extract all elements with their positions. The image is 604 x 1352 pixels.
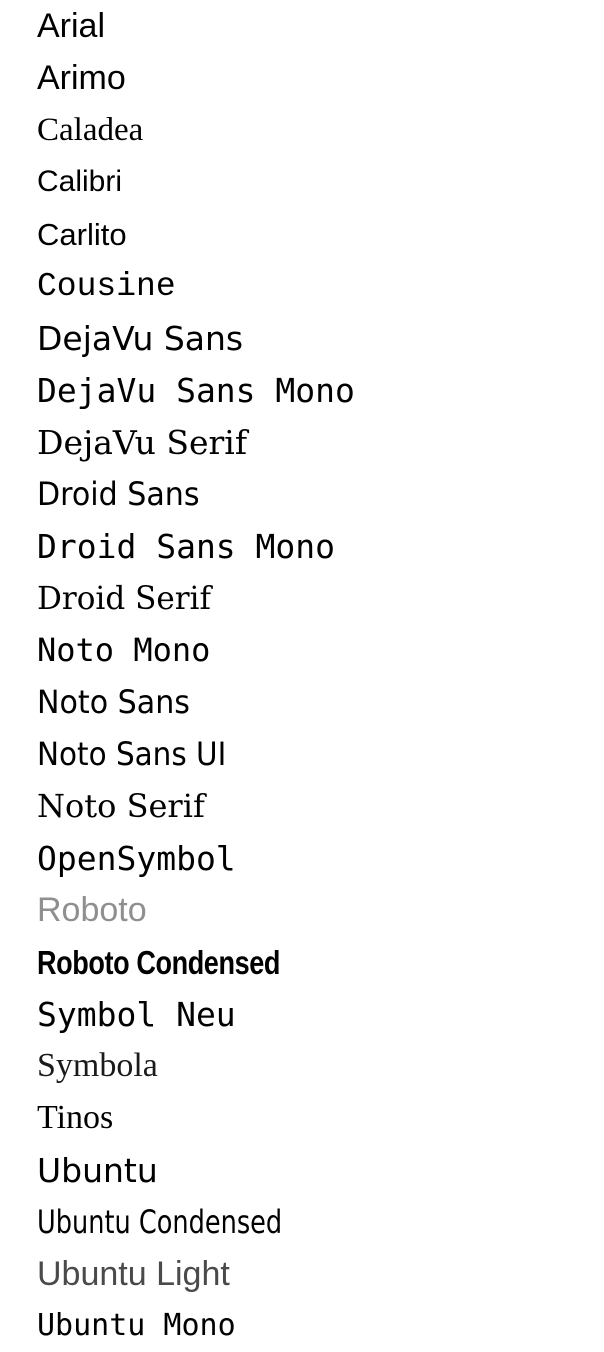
- font-name-ubuntu-condensed: Ubuntu Condensed: [37, 1203, 283, 1241]
- font-name-droid-sans: Droid Sans: [37, 475, 200, 513]
- font-name-symbola: Symbola: [37, 1047, 158, 1084]
- font-name-ubuntu: Ubuntu: [37, 1150, 158, 1190]
- font-name-roboto-condensed: Roboto Condensed: [37, 943, 280, 981]
- font-list-row: [0, 624, 604, 676]
- font-list-row: [0, 572, 604, 624]
- font-name-symbol-neu: Symbol Neu: [37, 994, 236, 1034]
- font-name-ubuntu-mono: Ubuntu Mono: [37, 1308, 236, 1343]
- font-list-row: [0, 416, 604, 468]
- font-name-noto-sans: Noto Sans: [37, 683, 190, 721]
- font-list-row: [0, 52, 604, 104]
- font-name-noto-serif: Noto Serif: [37, 787, 205, 825]
- font-list-row: [0, 1144, 604, 1196]
- font-list-row: [0, 468, 604, 520]
- font-name-dejavu-serif: DejaVu Serif: [37, 422, 248, 462]
- font-name-droid-serif: Droid Serif: [37, 579, 211, 617]
- font-name-opensymbol: OpenSymbol: [37, 838, 236, 878]
- font-list-row: [0, 988, 604, 1040]
- font-list-row: [0, 260, 604, 312]
- font-name-calibri: Calibri: [37, 165, 123, 198]
- font-list-row: [0, 208, 604, 260]
- font-name-noto-mono: Noto Mono: [37, 631, 211, 669]
- font-name-dejavu-sans-mono: DejaVu Sans Mono: [37, 370, 355, 410]
- font-list-row: [0, 1300, 604, 1352]
- font-name-caladea: Caladea: [37, 111, 144, 148]
- font-name-dejavu-sans: DejaVu Sans: [37, 318, 244, 358]
- font-list-row: [0, 676, 604, 728]
- font-list-row: [0, 0, 604, 52]
- font-name-cousine: Cousine: [37, 267, 176, 305]
- font-list-row: [0, 1248, 604, 1300]
- font-list-row: [0, 364, 604, 416]
- font-list-row: [0, 1040, 604, 1092]
- font-list-row: [0, 728, 604, 780]
- font-list-row: [0, 780, 604, 832]
- font-list-row: [0, 1092, 604, 1144]
- font-name-arimo: Arimo: [37, 59, 126, 97]
- font-list-row: [0, 884, 604, 936]
- font-list-row: [0, 520, 604, 572]
- font-name-carlito: Carlito: [37, 216, 127, 252]
- font-list-row: [0, 104, 604, 156]
- font-name-ubuntu-light: Ubuntu Light: [37, 1255, 230, 1293]
- font-name-tinos: Tinos: [37, 1099, 114, 1136]
- font-name-noto-sans-ui: Noto Sans UI: [37, 735, 227, 773]
- font-list-row: [0, 832, 604, 884]
- font-list-row: [0, 156, 604, 208]
- font-name-arial: Arial: [37, 7, 106, 45]
- font-list-row: [0, 1196, 604, 1248]
- font-list-row: [0, 312, 604, 364]
- font-name-roboto: Roboto: [37, 891, 147, 929]
- font-name-droid-sans-mono: Droid Sans Mono: [37, 526, 336, 566]
- font-list-row: [0, 936, 604, 988]
